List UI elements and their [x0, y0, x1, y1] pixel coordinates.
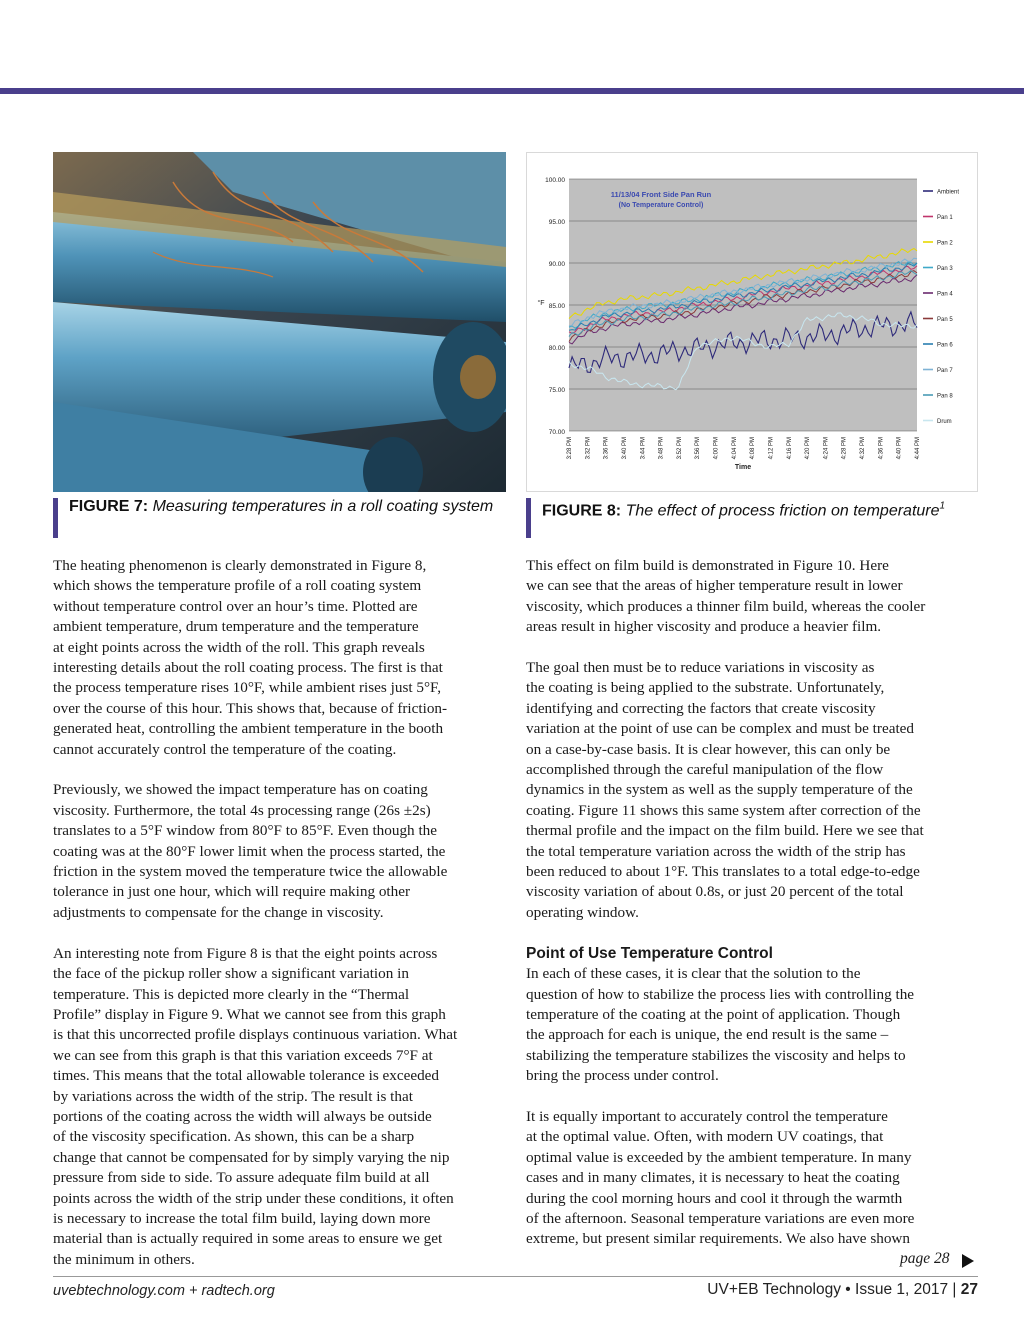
footer-publication: [707, 1281, 978, 1299]
paragraph: The goal then must be to reduce variations in viscosity as the coating is being applied to the substrate. Unfortunately, identifying and correcting the factors that create viscosity variation at the point of use can be complex and must be treated on a case-by-case basis. It is clear however, this can only be accomplished through the careful manipulation of the flow dynamics in the system as well as the supply temperature of the coating. Figure 11 shows this same system after correction of the thermal profile and the impact on the film build. Here we see that the total temperature variation across the width of the strip has been reduced to about 1°F. This translates to a total edge-to-edge viscosity variation of about 0.8s, or just 20 percent of the total operating window.: [526, 659, 924, 921]
x-tick-label: 4:08 PM: [750, 437, 757, 460]
roll-coating-photo: [53, 152, 506, 492]
figure7-caption: [53, 496, 509, 517]
x-tick-label: 3:28 PM: [567, 437, 573, 460]
header-accent-bar: [0, 88, 1024, 94]
legend-label: Pan 1: [937, 215, 953, 221]
x-tick-label: 4:44 PM: [915, 437, 921, 460]
body-column-right: [526, 556, 981, 1270]
figure8-text: The effect of process friction on temperature: [625, 502, 940, 520]
continue-arrow-icon: [962, 1254, 974, 1268]
legend-label: Pan 2: [937, 240, 953, 247]
x-tick-label: 4:36 PM: [878, 437, 885, 460]
page-number: 27: [960, 1281, 978, 1298]
x-tick-label: 3:48 PM: [658, 437, 665, 460]
y-tick-label: 100.00: [545, 177, 565, 184]
legend-label: Ambient: [937, 189, 960, 196]
chart-subtitle: (No Temperature Control): [618, 202, 704, 209]
continued-on-link[interactable]: page 28: [900, 1250, 950, 1267]
caption-accent-bar: [53, 498, 58, 538]
x-axis-label: Time: [734, 464, 752, 471]
x-tick-label: 3:36 PM: [603, 437, 610, 460]
x-tick-label: 4:20 PM: [805, 437, 812, 460]
figure8-footnote-ref: 1: [939, 501, 946, 512]
x-tick-label: 4:00 PM: [713, 437, 720, 460]
legend-label: Pan 3: [937, 266, 953, 272]
x-tick-label: 3:44 PM: [640, 437, 647, 460]
footer-issue: UV+EB Technology • Issue 1, 2017 |: [707, 1281, 957, 1298]
y-tick-label: 90.00: [548, 261, 565, 268]
x-tick-label: 3:56 PM: [695, 437, 702, 460]
caption-accent-bar: [526, 498, 531, 538]
x-tick-label: 4:16 PM: [786, 437, 793, 460]
footer-divider: [53, 1276, 978, 1277]
y-tick-label: 75.00: [548, 387, 565, 394]
figure8-caption: [526, 496, 982, 521]
y-axis-label: °F: [537, 300, 545, 307]
paragraph: The heating phenomenon is clearly demonstrated in Figure 8, which shows the temperature profile of a roll coating system without temperature control over an hour’s time. Plotted are ambient temperature, drum temperature and the temperature at eight points across the width of the roll. This graph reveals interesting details about the roll coating process. The first is that the process temperature rises 10°F, while ambient rises just 5°F, over the course of this hour. This shows that, because of friction- generated heat, controlling the ambient temperature in the booth cannot accurately control the temperature of the coating.: [53, 557, 448, 758]
x-tick-label: 3:32 PM: [585, 437, 592, 460]
paragraph: This effect on film build is demonstrated in Figure 10. Here we can see that the areas of higher temperature result in lower viscosity, which produces a thinner film build, whereas the cooler areas result in higher viscosity and produce a heavier film.: [526, 557, 926, 636]
x-tick-label: 4:32 PM: [860, 437, 867, 460]
y-tick-label: 85.00: [548, 303, 565, 310]
figure7-label: FIGURE 7:: [69, 498, 149, 515]
x-tick-label: 4:12 PM: [768, 437, 775, 460]
x-tick-label: 4:04 PM: [731, 437, 738, 460]
figure7-text: Measuring temperatures in a roll coating system: [152, 498, 494, 515]
figure8-label: FIGURE 8:: [542, 502, 622, 520]
x-tick-label: 4:24 PM: [823, 437, 830, 460]
paragraph: In each of these cases, it is clear that the solution to the question of how to stabilize the process lies with controlling the temperature of the coating at the point of application. Though the approach for each is unique, the end result is the same – stabilizing the temperature stabilizes the viscosity and helps to bring the process under control.: [526, 965, 915, 1085]
chart-title: 11/13/04 Front Side Pan Run: [610, 190, 712, 199]
footer-websites: uvebtechnology.com + radtech.org: [53, 1283, 275, 1299]
y-tick-label: 95.00: [548, 219, 565, 226]
legend-label: Pan 8: [937, 393, 953, 400]
x-tick-label: 4:28 PM: [841, 437, 848, 460]
paragraph: It is equally important to accurately control the temperature at the optimal value. Often, with modern UV coatings, that optimal value is exceeded by the ambient temperature. In many cases and in many climates, it is necessary to heat the coating during the cool morning hours and cool it through the warmth of the afternoon. Seasonal temperature variations are even more extreme, but present similar requirements. We also have shown: [526, 1107, 915, 1248]
paragraph: An interesting note from Figure 8 is that the eight points across the face of the pickup roller show a significant variation in temperature. This is depicted more clearly in the “Thermal Profile” display in Figure 9. What we cannot see from this graph is that this uncorrected profile displays continuous variation. What we can see from this graph is that this variation exceeds 7°F at times. This means that the total allowable tolerance is exceeded by variations across the width of the strip. The result is that portions of the coating across the width will always be outside of the viscosity specification. As shown, this can be a sharp change that cannot be compensated for by simply varying the nip pressure from side to side. To assure adequate film build at all points across the width of the strip under these conditions, it often is necessary to increase the total film build, laying down more material than is actually required in some areas to ensure we get the minimum in others.: [53, 944, 458, 1268]
legend-label: Pan 6: [937, 342, 953, 349]
legend-label: Pan 4: [937, 291, 953, 298]
y-tick-label: 80.00: [548, 345, 565, 352]
legend-label: Pan 7: [937, 368, 953, 374]
x-tick-label: 3:52 PM: [676, 437, 683, 460]
legend-label: Drum: [937, 419, 952, 425]
x-tick-label: 4:40 PM: [896, 437, 903, 460]
y-tick-label: 70.00: [548, 429, 565, 436]
body-column-left: [53, 556, 508, 1291]
x-tick-label: 3:40 PM: [621, 437, 628, 460]
legend-label: Pan 5: [937, 317, 953, 323]
section-heading: Point of Use Temperature Control: [526, 944, 773, 962]
paragraph: Previously, we showed the impact temperature has on coating viscosity. Furthermore, the total 4s processing range (26s ±2s) translates to a 5°F window from 80°F to 85°F. Even though the coating was at the 80°F lower limit when the process started, the friction in the system moved the temperature twice the allowable tolerance in just one hour, which will require making other adjustments to compensate for the change in viscosity.: [53, 781, 448, 921]
temperature-chart: [526, 152, 978, 492]
